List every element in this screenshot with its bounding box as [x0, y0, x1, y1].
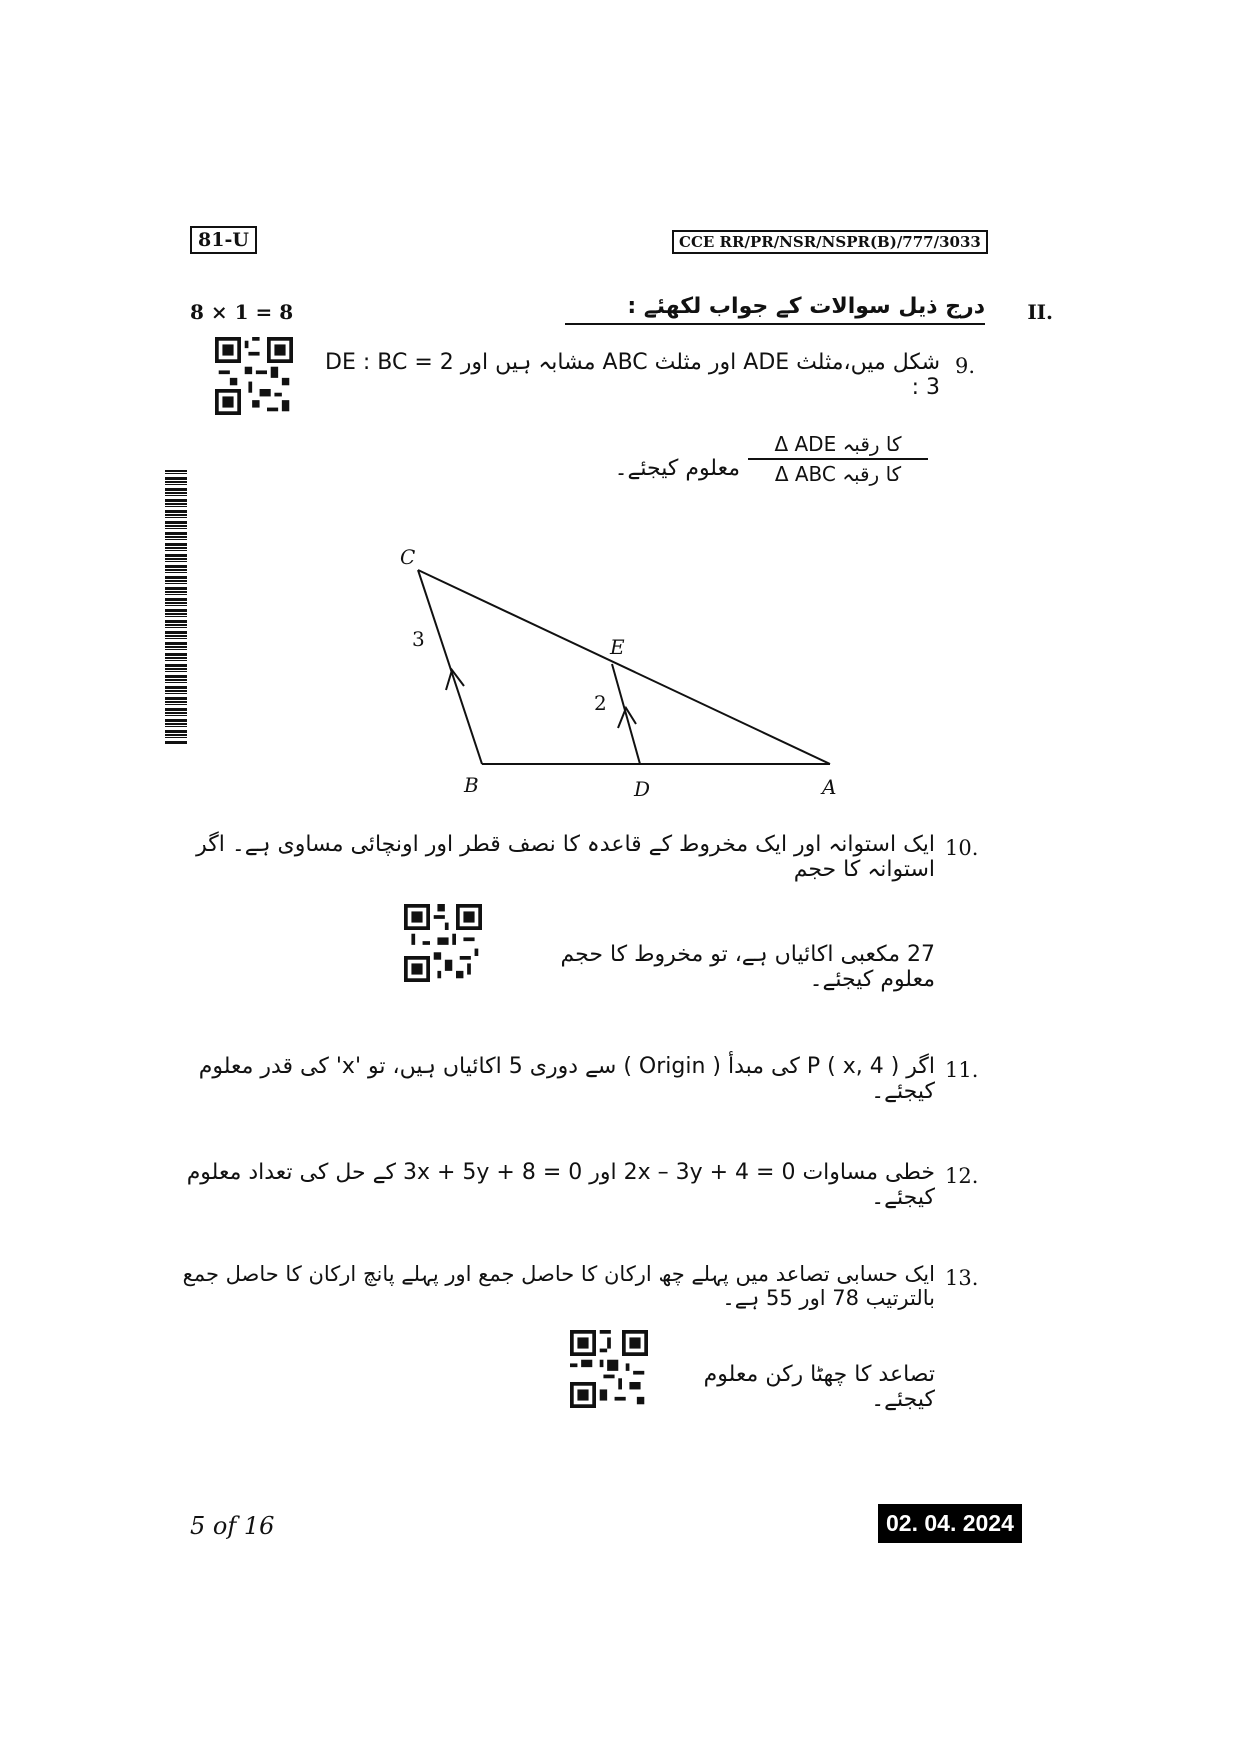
- q10-number: 10.: [945, 836, 979, 860]
- label-c: C: [400, 545, 416, 569]
- q9-text: شکل میں،مثلث ADE اور مثلث ABC مشابہ ہیں اور DE : BC = 2 : 3: [325, 350, 940, 400]
- q10-line2: 27 مکعبی اکائیاں ہے، تو مخروط کا حجم معلوم کیجئے۔: [560, 942, 935, 992]
- q9-ratio-fraction: [748, 432, 928, 486]
- paper-code: 81-U: [190, 226, 257, 254]
- q13-number: 13.: [945, 1266, 979, 1290]
- segment-cb: [418, 570, 482, 764]
- q9-frac-denominator: کا رقبہ Δ ABC: [774, 462, 902, 486]
- q10-line1: ایک استوانہ اور ایک مخروط کے قاعدہ کا نصف قطر اور اونچائی مساوی ہے۔ اگر استوانہ کا حجم: [196, 832, 935, 882]
- series-code: CCE RR/PR/NSR/NSPR(B)/777/3033: [672, 230, 988, 254]
- segment-ed: [612, 664, 640, 764]
- section-number: II.: [1027, 300, 1053, 324]
- q9-number: 9.: [955, 354, 976, 378]
- length-de: 2: [594, 691, 607, 715]
- q12-text: خطی مساوات 2x – 3y + 4 = 0 اور 3x + 5y + 8 = 0 کے حل کی تعداد معلوم کیجئے۔: [186, 1160, 935, 1210]
- label-d: D: [634, 777, 651, 800]
- label-a: A: [822, 775, 837, 799]
- section-marks: 8 × 1 = 8: [190, 300, 294, 324]
- section-title: درج ذیل سوالات کے جواب لکھئے :: [565, 294, 985, 325]
- q11-number: 11.: [945, 1058, 979, 1082]
- label-e: E: [610, 635, 625, 659]
- q13-line1: ایک حسابی تصاعد میں پہلے چھ ارکان کا حاصل جمع اور پہلے پانچ ارکان کا حاصل جمع بالترتیب 78 اور 55 ہے۔: [182, 1262, 935, 1310]
- segment-ca: [418, 570, 830, 764]
- qr-code-q9: [215, 337, 293, 415]
- q12-number: 12.: [945, 1164, 979, 1188]
- label-b: B: [464, 773, 479, 797]
- page-number: 5 of 16: [190, 1512, 275, 1540]
- qr-code-q13: [570, 1330, 648, 1408]
- exam-date: 02. 04. 2024: [878, 1504, 1022, 1543]
- q11-text: اگر P ( x, 4 ) کی مبدأ ( Origin ) سے دوری 5 اکائیاں ہیں، تو 'x' کی قدر معلوم کیجئے۔: [198, 1054, 935, 1104]
- q9-frac-numerator: کا رقبہ Δ ADE: [748, 432, 928, 460]
- q13-line2: تصاعد کا چھٹا رکن معلوم کیجئے۔: [703, 1362, 935, 1412]
- q9-tail: معلوم کیجئے۔: [614, 456, 740, 481]
- qr-code-q10: [404, 904, 482, 982]
- triangle-figure: [390, 540, 870, 800]
- barcode: [165, 470, 187, 745]
- length-bc: 3: [412, 627, 425, 651]
